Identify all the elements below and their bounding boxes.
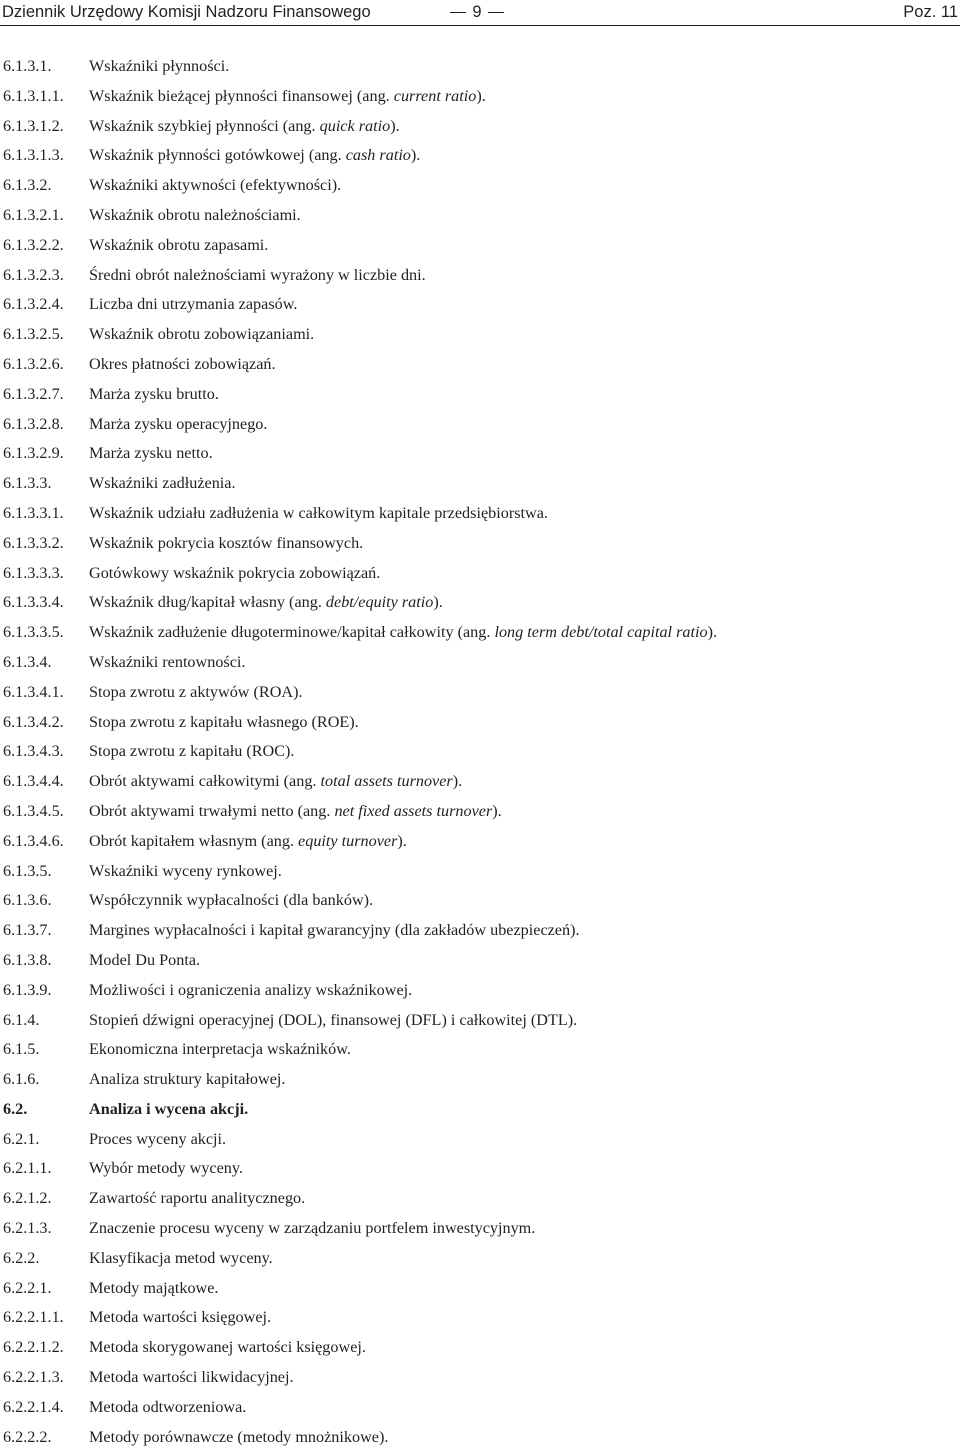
toc-entry bbox=[0, 82, 960, 112]
toc-entry-title-text: ). bbox=[476, 86, 486, 105]
toc-entry-number: 6.1.3.2.6. bbox=[3, 354, 64, 373]
toc-entry-number: 6.2.2.2. bbox=[3, 1427, 52, 1446]
toc-entry-number: 6.1.3.1.3. bbox=[3, 146, 64, 165]
toc-entry-title-text: Współczynnik wypłacalności (dla banków). bbox=[89, 891, 374, 910]
toc-entry-title bbox=[89, 1244, 273, 1274]
toc-entry bbox=[0, 171, 960, 201]
toc-entry-title-italic: long term debt/total capital ratio bbox=[494, 623, 708, 642]
toc-entry-title bbox=[89, 261, 426, 291]
toc-entry-number: 6.1.3.3.2. bbox=[3, 533, 64, 552]
toc-entry-title-text: Wybór metody wyceny. bbox=[89, 1159, 243, 1178]
toc-entry-number: 6.1.3.2. bbox=[3, 176, 52, 195]
toc-entry-title-text: Wskaźnik płynności gotówkowej (ang. bbox=[89, 146, 346, 165]
toc-entry-number: 6.1.3.3.3. bbox=[3, 563, 64, 582]
toc-entry-title-text: Metody majątkowe. bbox=[89, 1278, 219, 1297]
toc-entry-number: 6.1.3.2.3. bbox=[3, 265, 64, 284]
toc-entry-title bbox=[89, 857, 282, 887]
toc-entry bbox=[0, 52, 960, 82]
toc-entry-title bbox=[89, 1154, 243, 1184]
toc-entry-title-text: Metoda wartości księgowej. bbox=[89, 1308, 272, 1327]
toc-entry-number: 6.2.2.1. bbox=[3, 1278, 52, 1297]
toc-entry bbox=[0, 410, 960, 440]
toc-entry-number: 6.1.3.3.4. bbox=[3, 593, 64, 612]
toc-entry-title-text: Stopa zwrotu z kapitału własnego (ROE). bbox=[89, 712, 359, 731]
toc-entry bbox=[0, 231, 960, 261]
toc-entry bbox=[0, 290, 960, 320]
toc-entry-title bbox=[89, 1065, 285, 1095]
toc-entry-title bbox=[89, 737, 294, 767]
toc-entry-title bbox=[89, 350, 276, 380]
toc-entry bbox=[0, 499, 960, 529]
toc-entry-title bbox=[89, 1274, 218, 1304]
toc-entry-title-italic: debt/equity ratio bbox=[325, 593, 434, 612]
page-number: 9 bbox=[472, 3, 482, 21]
toc-entry-number: 6.1.3.2.2. bbox=[3, 235, 64, 254]
toc-entry bbox=[0, 1244, 960, 1274]
toc-entry-title-italic: current ratio bbox=[393, 86, 477, 105]
toc-entry-title-text: Marża zysku operacyjnego. bbox=[89, 414, 268, 433]
toc-entry-number: 6.2.1. bbox=[3, 1129, 40, 1148]
toc-entry-title-text: Metoda odtworzeniowa. bbox=[89, 1397, 247, 1416]
toc-entry bbox=[0, 797, 960, 827]
toc-entry-title bbox=[89, 1006, 577, 1036]
toc-entry-number: 6.1.3.2.7. bbox=[3, 384, 64, 403]
toc-entry-title-text: Możliwości i ograniczenia analizy wskaźnikowej. bbox=[89, 980, 413, 999]
toc-entry-title bbox=[89, 141, 420, 171]
toc-entry-title bbox=[89, 797, 502, 827]
toc-entry-title bbox=[89, 529, 363, 559]
toc-entry-title bbox=[89, 1303, 271, 1333]
toc-entry-title-italic: quick ratio bbox=[319, 116, 391, 135]
toc-entry bbox=[0, 439, 960, 469]
toc-entry-title-text: ). bbox=[410, 146, 421, 165]
dash-left bbox=[450, 12, 466, 13]
toc-entry-title-text: Metoda wartości likwidacyjnej. bbox=[89, 1368, 294, 1387]
toc-entry-number: 6.2.2.1.1. bbox=[3, 1308, 64, 1327]
toc-entry-title-text: Wskaźnik obrotu zobowiązaniami. bbox=[89, 325, 315, 344]
toc-entry-title-text: Wskaźniki rentowności. bbox=[89, 652, 246, 671]
toc-entry-number: 6.1.3.4.5. bbox=[3, 801, 64, 820]
toc-entry-title-text: Wskaźnik zadłużenie długoterminowe/kapitał całkowity (ang. bbox=[89, 623, 495, 642]
toc-entry bbox=[0, 141, 960, 171]
toc-entry bbox=[0, 350, 960, 380]
toc-entry bbox=[0, 1303, 960, 1333]
toc-entry-title bbox=[89, 1393, 246, 1423]
toc-entry-title bbox=[89, 886, 373, 916]
toc-entry bbox=[0, 1274, 960, 1304]
toc-entry-number: 6.1.3.2.8. bbox=[3, 414, 64, 433]
toc-entry-title-text: Analiza i wycena akcji. bbox=[89, 1099, 249, 1118]
toc-entry-title bbox=[89, 201, 301, 231]
toc-entry-title bbox=[89, 1035, 351, 1065]
toc-entry-title bbox=[89, 618, 717, 648]
toc-entry-title-text: Wskaźniki wyceny rynkowej. bbox=[89, 861, 282, 880]
toc-entry-number: 6.1.3.2.5. bbox=[3, 325, 64, 344]
position-number: Poz. 11 bbox=[903, 3, 958, 21]
toc-entry-title bbox=[89, 588, 443, 618]
toc-entry-number: 6.1.3.3. bbox=[3, 474, 52, 493]
toc-entry bbox=[0, 886, 960, 916]
toc-entry-title bbox=[89, 827, 407, 857]
dash-right bbox=[488, 12, 504, 13]
toc-entry-title-text: Wskaźnik dług/kapitał własny (ang. bbox=[89, 593, 326, 612]
toc-entry bbox=[0, 708, 960, 738]
toc-entry-number: 6.1.3.6. bbox=[3, 891, 52, 910]
toc-entry-number: 6.1.3.4.2. bbox=[3, 712, 64, 731]
toc-entry bbox=[0, 529, 960, 559]
toc-entry-title-text: Ekonomiczna interpretacja wskaźników. bbox=[89, 1040, 351, 1059]
toc-entry-title-text: ). bbox=[433, 593, 443, 612]
toc-entry-title-text: Stopa zwrotu z aktywów (ROA). bbox=[89, 682, 303, 701]
toc-entry bbox=[0, 1006, 960, 1036]
toc-entry-title-text: Gotówkowy wskaźnik pokrycia zobowiązań. bbox=[89, 563, 381, 582]
page-header bbox=[0, 0, 960, 26]
toc-entry-title-text: Wskaźnik bieżącej płynności finansowej (ang. bbox=[89, 86, 394, 105]
toc-entry-number: 6.1.3.2.9. bbox=[3, 444, 64, 463]
toc-entry-title bbox=[89, 946, 200, 976]
toc-entry-title-italic: net fixed assets turnover bbox=[334, 801, 493, 820]
toc-entry-number: 6.1.3.5. bbox=[3, 861, 52, 880]
toc-entry-title-italic: cash ratio bbox=[345, 146, 411, 165]
toc-entry-number: 6.1.3.2.4. bbox=[3, 295, 64, 314]
toc-entry bbox=[0, 469, 960, 499]
toc-entry-title-text: Wskaźnik obrotu zapasami. bbox=[89, 235, 269, 254]
toc-entry-title bbox=[89, 559, 380, 589]
toc-entry bbox=[0, 1035, 960, 1065]
toc-entry-title bbox=[89, 767, 462, 797]
toc-entry-title-text: Stopa zwrotu z kapitału (ROC). bbox=[89, 742, 295, 761]
publication-title: Dziennik Urzędowy Komisji Nadzoru Finansowego bbox=[2, 3, 371, 21]
toc-entry bbox=[0, 1333, 960, 1363]
toc-entry-title bbox=[89, 171, 341, 201]
toc-entry-title-text: ). bbox=[452, 772, 463, 791]
toc-entry-number: 6.1.3.4.3. bbox=[3, 742, 64, 761]
toc-entry-title bbox=[89, 82, 486, 112]
toc-entry bbox=[0, 648, 960, 678]
toc-entry-title-text: Wskaźniki aktywności (efektywności). bbox=[89, 176, 342, 195]
toc-entry-title bbox=[89, 976, 412, 1006]
page-number-group bbox=[442, 1, 512, 23]
toc-entry-number: 6.2.1.2. bbox=[3, 1189, 52, 1208]
toc-entry bbox=[0, 1393, 960, 1423]
toc-entry bbox=[0, 1154, 960, 1184]
toc-entry bbox=[0, 261, 960, 291]
toc-entry-number: 6.1.3.3.5. bbox=[3, 623, 64, 642]
toc-entry-title bbox=[89, 290, 297, 320]
toc-entry-title bbox=[89, 708, 359, 738]
toc-entry-title-text: ). bbox=[492, 801, 502, 820]
toc-entry-title-text: Obrót kapitałem własnym (ang. bbox=[89, 831, 299, 850]
toc-entry-title-text: Marża zysku brutto. bbox=[89, 384, 219, 403]
toc-entry-title bbox=[89, 678, 303, 708]
toc-entry-title bbox=[89, 439, 213, 469]
toc-entry-title-text: Wskaźnik szybkiej płynności (ang. bbox=[89, 116, 320, 135]
toc-entry-number: 6.2.1.1. bbox=[3, 1159, 52, 1178]
toc-entry-number: 6.1.3.9. bbox=[3, 980, 52, 999]
toc-entry-title-text: Średni obrót należnościami wyrażony w liczbie dni. bbox=[89, 265, 426, 284]
toc-entry-number: 6.2.2.1.3. bbox=[3, 1368, 64, 1387]
toc-entry-title-text: Model Du Ponta. bbox=[89, 950, 201, 969]
toc-entry bbox=[0, 916, 960, 946]
toc-entry-number: 6.1.3.1.2. bbox=[3, 116, 64, 135]
toc-entry-title-text: Znaczenie procesu wyceny w zarządzaniu portfelem inwestycyjnym. bbox=[89, 1219, 536, 1238]
toc-entry-title bbox=[89, 1363, 294, 1393]
toc-entry bbox=[0, 1214, 960, 1244]
toc-entry-title-text: Proces wyceny akcji. bbox=[89, 1129, 227, 1148]
toc-entry-number: 6.2.2.1.4. bbox=[3, 1397, 64, 1416]
toc-entry-title-text: Wskaźnik obrotu należnościami. bbox=[89, 205, 301, 224]
toc-entry-title bbox=[89, 320, 314, 350]
toc-entry bbox=[0, 112, 960, 142]
toc-entry bbox=[0, 1065, 960, 1095]
toc-entry-number: 6.1.3.8. bbox=[3, 950, 52, 969]
toc-entry-number: 6.2.2. bbox=[3, 1248, 40, 1267]
toc-entry bbox=[0, 1184, 960, 1214]
toc-entry-title bbox=[89, 1125, 226, 1155]
toc-entry-title bbox=[89, 1095, 248, 1125]
toc-entry bbox=[0, 1125, 960, 1155]
toc-entry-title-text: Zawartość raportu analitycznego. bbox=[89, 1189, 306, 1208]
toc-entry bbox=[0, 618, 960, 648]
toc-entry bbox=[0, 1095, 960, 1125]
toc-entry bbox=[0, 559, 960, 589]
toc-entry-title bbox=[89, 52, 229, 82]
toc-entry-title-text: Analiza struktury kapitałowej. bbox=[89, 1070, 286, 1089]
toc-entry-number: 6.2.2.1.2. bbox=[3, 1338, 64, 1357]
toc-entry-title bbox=[89, 1184, 305, 1214]
toc-entry-title-italic: equity turnover bbox=[298, 831, 398, 850]
toc-entry-number: 6.1.3.2.1. bbox=[3, 205, 64, 224]
toc-entry-number: 6.1.5. bbox=[3, 1040, 40, 1059]
toc-entry bbox=[0, 588, 960, 618]
toc-entry bbox=[0, 767, 960, 797]
toc-entry-title-text: Wskaźniki płynności. bbox=[89, 57, 230, 75]
toc-entry bbox=[0, 1363, 960, 1393]
toc-entry bbox=[0, 976, 960, 1006]
toc-entry-title bbox=[89, 499, 548, 529]
toc-entry bbox=[0, 1423, 960, 1452]
toc-entry-title bbox=[89, 1423, 388, 1452]
toc-entry-number: 6.1.3.1.1. bbox=[3, 86, 64, 105]
toc-entry bbox=[0, 857, 960, 887]
toc-entry-title-text: ). bbox=[397, 831, 407, 850]
toc-entry-title-text: Wskaźnik udziału zadłużenia w całkowitym kapitale przedsiębiorstwa. bbox=[89, 503, 548, 522]
toc-entry-title-text: Obrót aktywami całkowitymi (ang. bbox=[89, 772, 321, 791]
toc-entry-title-text: ). bbox=[707, 623, 718, 642]
toc-entry-title-text: Stopień dźwigni operacyjnej (DOL), finansowej (DFL) i całkowitej (DTL). bbox=[89, 1010, 578, 1029]
toc-entry bbox=[0, 678, 960, 708]
toc-entry bbox=[0, 380, 960, 410]
table-of-contents bbox=[0, 52, 960, 1452]
toc-entry-title bbox=[89, 916, 580, 946]
toc-entry-number: 6.1.3.7. bbox=[3, 921, 52, 940]
toc-entry-title-text: Okres płatności zobowiązań. bbox=[89, 354, 276, 373]
toc-entry-title-text: Margines wypłacalności i kapitał gwarancyjny (dla zakładów ubezpieczeń). bbox=[89, 921, 580, 940]
toc-entry-number: 6.2. bbox=[3, 1099, 28, 1118]
toc-entry-title-text: Wskaźnik pokrycia kosztów finansowych. bbox=[89, 533, 364, 552]
toc-entry-title-text: Marża zysku netto. bbox=[89, 444, 213, 463]
toc-entry-number: 6.1.3.4. bbox=[3, 652, 52, 671]
toc-entry-number: 6.1.4. bbox=[3, 1010, 40, 1029]
toc-entry bbox=[0, 946, 960, 976]
toc-entry-number: 6.1.3.4.1. bbox=[3, 682, 64, 701]
toc-entry-number: 6.1.3.3.1. bbox=[3, 503, 64, 522]
toc-entry-title bbox=[89, 410, 267, 440]
toc-entry-title bbox=[89, 380, 219, 410]
header-divider bbox=[0, 25, 960, 26]
toc-entry bbox=[0, 320, 960, 350]
toc-entry-title bbox=[89, 648, 245, 678]
toc-entry bbox=[0, 737, 960, 767]
toc-entry-title-text: Wskaźniki zadłużenia. bbox=[89, 474, 236, 493]
toc-entry-number: 6.1.3.4.4. bbox=[3, 772, 64, 791]
toc-entry bbox=[0, 201, 960, 231]
toc-entry-title bbox=[89, 469, 236, 499]
toc-entry-title-text: Klasyfikacja metod wyceny. bbox=[89, 1248, 273, 1267]
toc-entry-title-text: Metoda skorygowanej wartości księgowej. bbox=[89, 1338, 366, 1357]
toc-entry bbox=[0, 827, 960, 857]
toc-entry-title bbox=[89, 1333, 366, 1363]
toc-entry-number: 6.1.6. bbox=[3, 1070, 40, 1089]
toc-entry-number: 6.1.3.4.6. bbox=[3, 831, 64, 850]
toc-entry-number: 6.1.3.1. bbox=[3, 57, 52, 75]
toc-entry-number: 6.2.1.3. bbox=[3, 1219, 52, 1238]
toc-entry-title-text: ). bbox=[390, 116, 400, 135]
toc-entry-title-text: Liczba dni utrzymania zapasów. bbox=[89, 295, 298, 314]
toc-entry-title bbox=[89, 1214, 535, 1244]
toc-entry-title-text: Metody porównawcze (metody mnożnikowe). bbox=[89, 1427, 389, 1446]
toc-entry-title bbox=[89, 231, 268, 261]
toc-entry-title-italic: total assets turnover bbox=[320, 772, 453, 791]
toc-entry-title bbox=[89, 112, 400, 142]
toc-entry-title-text: Obrót aktywami trwałymi netto (ang. bbox=[89, 801, 335, 820]
